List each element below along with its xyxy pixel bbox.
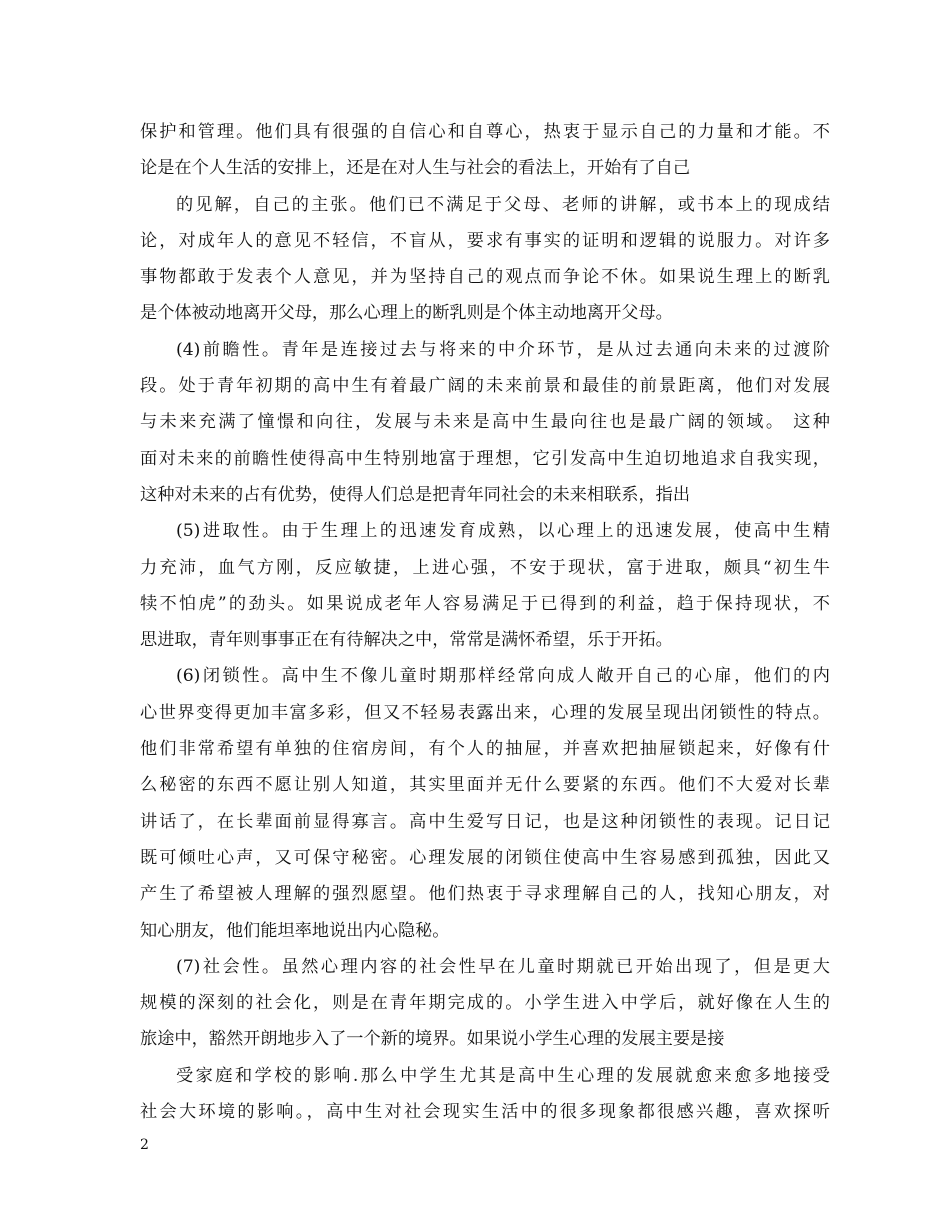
text-line: 他们非常希望有单独的住宿房间，有个人的抽屉，并喜欢把抽屉锁起来，好像有什 bbox=[140, 739, 830, 760]
text-line: 段。处于青年初期的高中生有着最广阔的未来前景和最佳的前景距离，他们对发展 bbox=[140, 376, 830, 397]
text-line: 论是在个人生活的安排上，还是在对人生与社会的看法上，开始有了自己 bbox=[140, 158, 691, 179]
text-line: 知心朋友，他们能坦率地说出内心隐秘。 bbox=[140, 920, 450, 941]
text-line: (4)前瞻性。青年是连接过去与将来的中介环节，是从过去通向未来的过渡阶 bbox=[176, 339, 830, 360]
text-line: 保护和管理。他们具有很强的自信心和自尊心，热衷于显示自己的力量和才能。不 bbox=[140, 122, 830, 142]
text-line: 犊不怕虎”的劲头。如果说成老年人容易满足于已得到的利益，趋于保持现状，不 bbox=[140, 593, 830, 614]
text-line: 既可倾吐心声，又可保守秘密。心理发展的闭锁住使高中生容易感到孤独，因此又 bbox=[140, 847, 830, 868]
text-line: 心世界变得更加丰富多彩，但又不轻易表露出来，心理的发展呈现出闭锁性的特点。 bbox=[140, 702, 830, 723]
text-line: 与未来充满了憧憬和向往，发展与未来是高中生最向往也是最广阔的领域。 这种 bbox=[140, 412, 830, 433]
text-line: 社会大环境的影响。，高中生对社会现实生活中的很多现象都很感兴趣，喜欢探听 bbox=[140, 1102, 830, 1123]
text-line: 是个体被动地离开父母，那么心理上的断乳则是个体主动地离开父母。 bbox=[140, 303, 673, 324]
text-line: 讲话了，在长辈面前显得寡言。高中生爱写日记，也是这种闭锁性的表现。记日记 bbox=[140, 811, 830, 832]
text-line: 事物都敢于发表个人意见，并为坚持自己的观点而争论不休。如果说生理上的断乳 bbox=[140, 267, 830, 288]
text-line: 么秘密的东西不愿让别人知道，其实里面并无什么要紧的东西。他们不大爱对长辈 bbox=[140, 775, 830, 796]
page-number: 2 bbox=[140, 1137, 149, 1153]
document-body bbox=[140, 114, 830, 1130]
text-line: 面对未来的前瞻性使得高中生特别地富于理想，它引发高中生迫切地追求自我实现， bbox=[140, 448, 830, 469]
text-line: 这种对未来的占有优势，使得人们总是把青年同社会的未来相联系，指出 bbox=[140, 484, 691, 505]
text-line: 旅途中，豁然开朗地步入了一个新的境界。如果说小学生心理的发展主要是接 bbox=[140, 1029, 725, 1050]
text-line: 力充沛，血气方刚，反应敏捷，上进心强，不安于现状，富于进取，颇具“初生牛 bbox=[140, 557, 830, 578]
text-line: (5)进取性。由于生理上的迅速发育成熟，以心理上的迅速发展，使高中生精 bbox=[176, 521, 830, 542]
text-line: (7)社会性。虽然心理内容的社会性早在儿童时期就已开始出现了，但是更大 bbox=[176, 956, 830, 977]
text-line: 产生了希望被人理解的强烈愿望。他们热衷于寻求理解自己的人，找知心朋友，对 bbox=[140, 884, 830, 905]
text-line: 的见解，自己的主张。他们已不满足于父母、老师的讲解，或书本上的现成结 bbox=[176, 194, 830, 215]
text-line: (6)闭锁性。高中生不像儿童时期那样经常向成人敞开自己的心扉，他们的内 bbox=[176, 666, 830, 687]
text-line: 论，对成年人的意见不轻信，不盲从，要求有事实的证明和逻辑的说服力。对许多 bbox=[140, 230, 830, 251]
text-line: 规模的深刻的社会化，则是在青年期完成的。小学生进入中学后，就好像在人生的 bbox=[140, 993, 830, 1014]
text-line: 受家庭和学校的影响.那么中学生尤其是高中生心理的发展就愈来愈多地接受 bbox=[176, 1065, 830, 1086]
text-line: 思进取，青年则事事正在有待解决之中，常常是满怀希望，乐于开拓。 bbox=[140, 630, 673, 651]
